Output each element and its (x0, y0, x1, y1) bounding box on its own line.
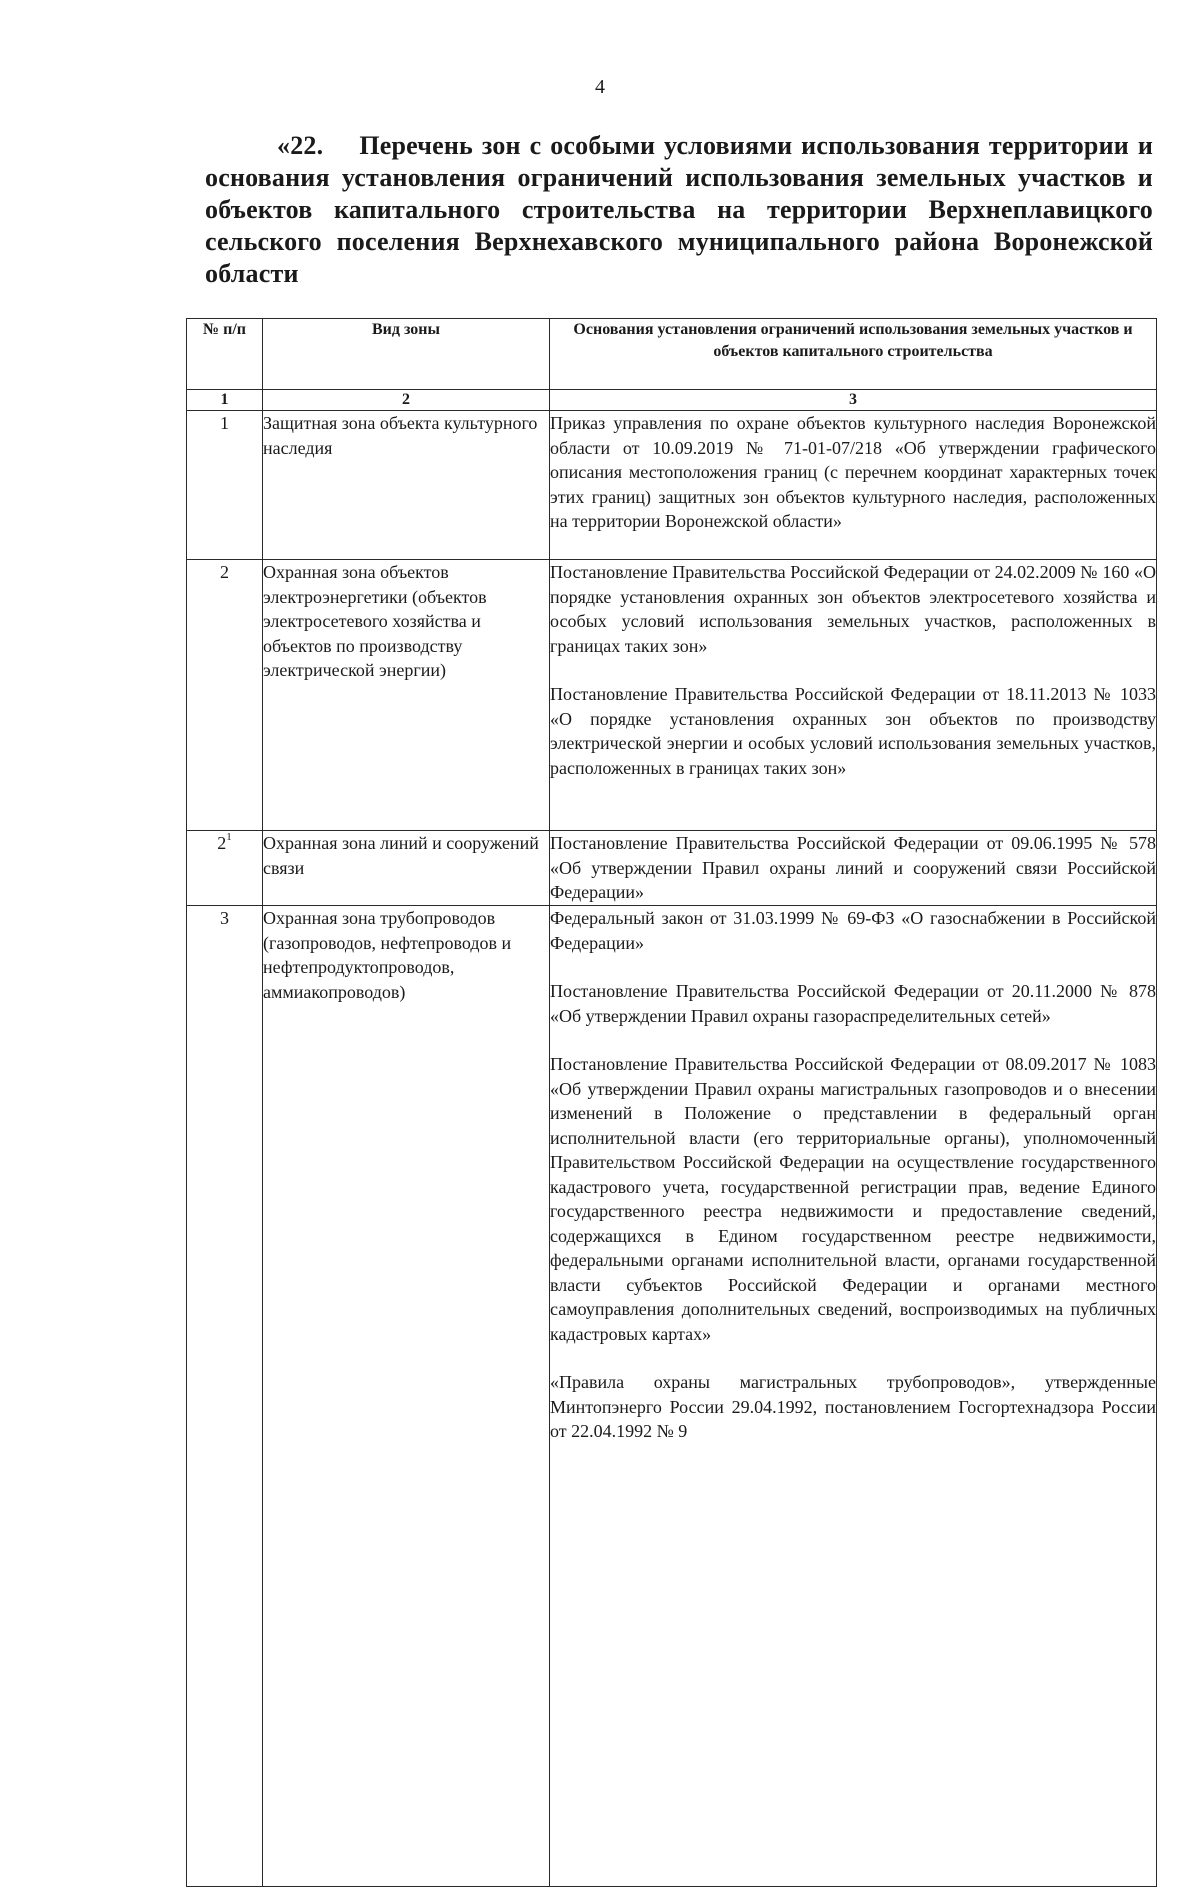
zone-type-cell: Охранная зона линий и сооружений связи (263, 831, 550, 906)
zones-table (186, 318, 1157, 1887)
row-number (187, 906, 263, 1887)
basis-cell (550, 906, 1157, 1887)
row-number-text: 3 (220, 908, 229, 928)
row-number-sup: 1 (226, 831, 232, 843)
zone-type-cell: Защитная зона объекта культурного наследия (263, 411, 550, 560)
index-cell: 2 (263, 390, 550, 411)
basis-cell (550, 831, 1157, 906)
basis-cell (550, 411, 1157, 560)
header-basis: Основания установления ограничений использования земельных участков и объектов капитального строительства (550, 319, 1157, 390)
row-number-text: 2 (217, 833, 227, 853)
document-heading (205, 130, 1153, 290)
basis-paragraph: Постановление Правительства Российской Федерации от 18.11.2013 № 1033 «О порядке установления охранных зон объектов по производству электрической энергии и особых условий использования земельных участков, расположенных в границах таких зон» (550, 684, 1156, 778)
table-row (187, 411, 1157, 560)
row-number-text: 2 (220, 562, 229, 582)
basis-paragraph: Постановление Правительства Российской Федерации от 20.11.2000 № 878 «Об утверждении Правил охраны газораспределительных сетей» (550, 981, 1156, 1026)
table-index-row (187, 390, 1157, 411)
basis-paragraph: «Правила охраны магистральных трубопроводов», утвержденные Минтопэнерго России 29.04.1992, постановлением Госгортехнадзора России от 22.04.1992 № 9 (550, 1372, 1156, 1441)
heading-text: Перечень зон с особыми условиями использования территории и основания установления ограничений использования земельных участков и объектов капитального строительства на территории Верхнеплавицкого сельского поселения Верхнехавского муниципального района Воронежской области (205, 131, 1153, 288)
table-row (187, 906, 1157, 1887)
index-cell: 1 (187, 390, 263, 411)
table-row (187, 831, 1157, 906)
zone-type-cell: Охранная зона трубопроводов (газопроводов, нефтепроводов и нефтепродуктопроводов, аммиакопроводов) (263, 906, 550, 1887)
row-number (187, 831, 263, 906)
index-cell: 3 (550, 390, 1157, 411)
basis-paragraph: Постановление Правительства Российской Федерации от 08.09.2017 № 1083 «Об утверждении Правил охраны магистральных газопроводов и о внесении изменений в Положение о представлении в федеральный орган исполнительной власти (его территориальные органы), уполномоченный Правительством Российской Федерации на осуществление государственного кадастрового учета, государственной регистрации прав, ведение Единого государственного реестра недвижимости и предоставление сведений, содержащихся в Едином государственном реестре недвижимости, федеральными органами исполнительной власти, органами государственной власти субъектов Российской Федерации и органами местного самоуправления дополнительных сведений, воспроизводимых на публичных кадастровых картах» (550, 1054, 1156, 1344)
header-zone-type: Вид зоны (263, 319, 550, 390)
table-header-row (187, 319, 1157, 390)
basis-paragraph: Федеральный закон от 31.03.1999 № 69-ФЗ «О газоснабжении в Российской Федерации» (550, 908, 1156, 953)
page-number: 4 (595, 76, 605, 98)
basis-cell (550, 560, 1157, 831)
basis-paragraph: Постановление Правительства Российской Федерации от 09.06.1995 № 578 «Об утверждении Правил охраны линий и сооружений связи Российской Федерации» (550, 833, 1156, 902)
row-number (187, 411, 263, 560)
basis-paragraph: Приказ управления по охране объектов культурного наследия Воронежской области от 10.09.2019 № 71-01-07/218 «Об утверждении графического описания местоположения границ (с перечнем координат характерных точек этих границ) защитных зон объектов культурного наследия, расположенных на территории Воронежской области» (550, 413, 1156, 531)
row-number (187, 560, 263, 831)
row-number-text: 1 (220, 413, 229, 433)
table-row (187, 560, 1157, 831)
heading-number: «22. (277, 131, 324, 160)
zone-type-cell: Охранная зона объектов электроэнергетики (объектов электросетевого хозяйства и объектов по производству электрической энергии) (263, 560, 550, 831)
basis-paragraph: Постановление Правительства Российской Федерации от 24.02.2009 № 160 «О порядке установления охранных зон объектов электросетевого хозяйства и особых условий использования земельных участков, расположенных в границах таких зон» (550, 562, 1156, 656)
header-number: № п/п (187, 319, 263, 390)
